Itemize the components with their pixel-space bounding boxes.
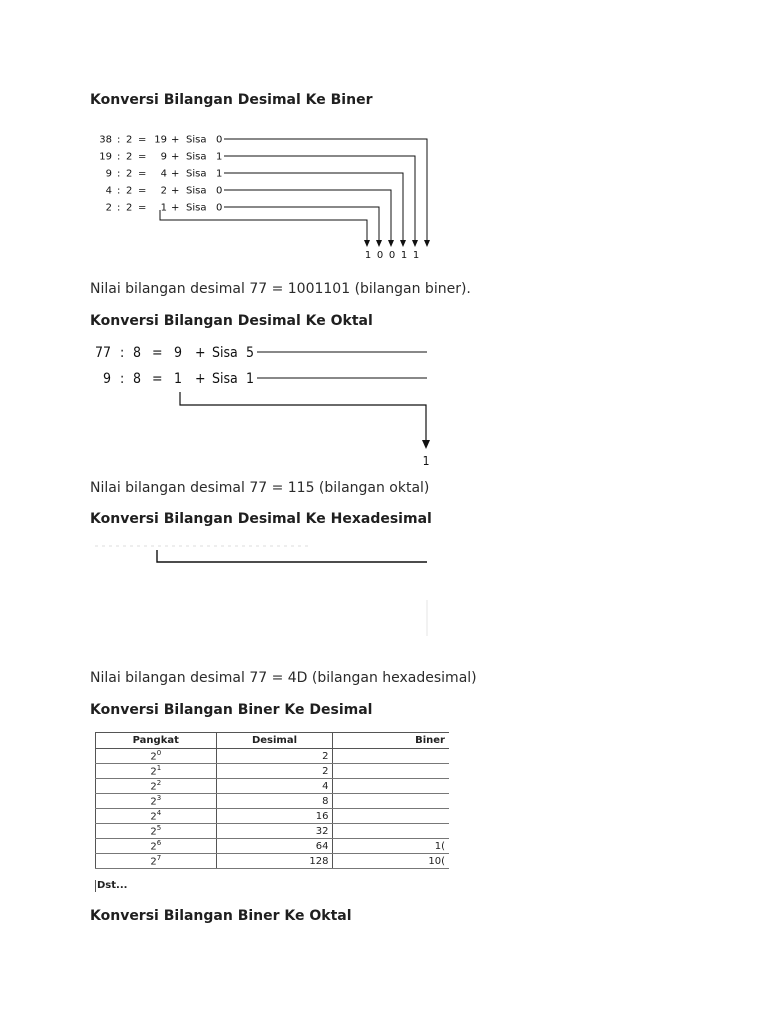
- heading-desimal-ke-oktal: Konversi Bilangan Desimal Ke Oktal: [90, 313, 373, 329]
- pangkat-exponent: 7: [156, 854, 162, 863]
- colon: :: [117, 168, 121, 180]
- remainder: 1: [216, 168, 223, 180]
- colon: :: [117, 185, 121, 197]
- cell-biner: 10(: [333, 854, 449, 869]
- division-number: 2: [105, 202, 112, 214]
- result-digit: 0: [376, 250, 384, 261]
- pangkat-exponent: 6: [156, 839, 162, 848]
- quotient: 4: [160, 168, 167, 180]
- plus: +: [195, 345, 206, 361]
- quotient: 19: [154, 134, 167, 146]
- result-digit: 1: [422, 454, 430, 468]
- cell-desimal: 16: [216, 809, 333, 824]
- equals: =: [152, 345, 163, 361]
- quotient: 9: [160, 151, 167, 163]
- remainder: 1: [246, 371, 255, 387]
- division-number: 9: [102, 371, 111, 387]
- cell-desimal: 2: [216, 749, 333, 764]
- heading-desimal-ke-hexadesimal: Konversi Bilangan Desimal Ke Hexadesimal: [90, 511, 432, 527]
- cell-desimal: 128: [216, 854, 333, 869]
- quotient: 1: [174, 371, 183, 387]
- divisor: 2: [126, 151, 133, 163]
- quotient: 9: [174, 345, 183, 361]
- remainder: 0: [216, 185, 223, 197]
- cell-desimal: 4: [216, 779, 333, 794]
- pangkat-exponent: 5: [156, 824, 162, 833]
- pangkat-base: 2: [150, 841, 157, 853]
- division-number: 19: [99, 151, 112, 163]
- sisa-label: Sisa: [186, 151, 207, 163]
- equals: =: [138, 151, 147, 163]
- division-number: 77: [94, 345, 111, 361]
- sisa-label: Sisa: [186, 134, 207, 146]
- result-digit: 0: [388, 250, 396, 261]
- colon: :: [117, 151, 121, 163]
- plus: +: [171, 202, 180, 214]
- pangkat-base: 2: [150, 751, 157, 763]
- pangkat-base: 2: [150, 826, 157, 838]
- divisor: 2: [126, 168, 133, 180]
- result-digit: 1: [412, 250, 420, 261]
- division-number: 9: [105, 168, 112, 180]
- equals: =: [138, 185, 147, 197]
- col-header-pangkat: Pangkat: [96, 733, 217, 749]
- divisor: 8: [133, 371, 142, 387]
- sisa-label: Sisa: [186, 185, 207, 197]
- sisa-label: Sisa: [212, 371, 238, 387]
- equals: =: [138, 168, 147, 180]
- cell-desimal: 64: [216, 839, 333, 854]
- pangkat-exponent: 3: [156, 794, 162, 803]
- equals: =: [152, 371, 163, 387]
- plus: +: [171, 134, 180, 146]
- cell-biner: 1(: [333, 839, 449, 854]
- col-header-desimal: Desimal: [216, 733, 333, 749]
- quotient: 2: [160, 185, 167, 197]
- note-hexadesimal: Nilai bilangan desimal 77 = 4D (bilangan hexadesimal): [90, 670, 477, 686]
- result-digit: 1: [400, 250, 408, 261]
- colon: :: [117, 202, 121, 214]
- cell-desimal: 8: [216, 794, 333, 809]
- equals: =: [138, 202, 147, 214]
- remainder: 1: [216, 151, 223, 163]
- pangkat-exponent: 0: [156, 749, 162, 758]
- result-digit: 1: [364, 250, 372, 261]
- divisor: 2: [126, 185, 133, 197]
- heading-desimal-ke-biner: Konversi Bilangan Desimal Ke Biner: [90, 92, 373, 108]
- colon: :: [120, 345, 125, 361]
- sisa-label: Sisa: [212, 345, 238, 361]
- sisa-label: Sisa: [186, 168, 207, 180]
- division-number: 38: [99, 134, 112, 146]
- cell-desimal: 2: [216, 764, 333, 779]
- remainder: 5: [246, 345, 255, 361]
- pangkat-base: 2: [150, 811, 157, 823]
- pangkat-base: 2: [150, 796, 157, 808]
- pangkat-base: 2: [150, 766, 157, 778]
- plus: +: [171, 185, 180, 197]
- colon: :: [120, 371, 125, 387]
- cell-desimal: 32: [216, 824, 333, 839]
- sisa-label: Sisa: [186, 202, 207, 214]
- division-number: 4: [105, 185, 112, 197]
- pangkat-exponent: 2: [156, 779, 162, 788]
- col-header-biner: Biner: [333, 733, 449, 749]
- note-biner: Nilai bilangan desimal 77 = 1001101 (bilangan biner).: [90, 281, 471, 297]
- heading-biner-ke-desimal: Konversi Bilangan Biner Ke Desimal: [90, 702, 373, 718]
- equals: =: [138, 134, 147, 146]
- remainder: 0: [216, 134, 223, 146]
- remainder: 0: [216, 202, 223, 214]
- plus: +: [171, 168, 180, 180]
- plus: +: [171, 151, 180, 163]
- table-footer-dst: Dst...: [97, 880, 128, 891]
- heading-biner-ke-oktal: Konversi Bilangan Biner Ke Oktal: [90, 908, 352, 924]
- plus: +: [195, 371, 206, 387]
- divisor: 2: [126, 202, 133, 214]
- divisor: 8: [133, 345, 142, 361]
- colon: :: [117, 134, 121, 146]
- pangkat-exponent: 1: [156, 764, 162, 773]
- divisor: 2: [126, 134, 133, 146]
- pangkat-base: 2: [150, 781, 157, 793]
- pangkat-base: 2: [150, 856, 157, 868]
- note-oktal: Nilai bilangan desimal 77 = 115 (bilangan oktal): [90, 480, 430, 496]
- quotient: 1: [160, 202, 167, 214]
- pangkat-exponent: 4: [156, 809, 162, 818]
